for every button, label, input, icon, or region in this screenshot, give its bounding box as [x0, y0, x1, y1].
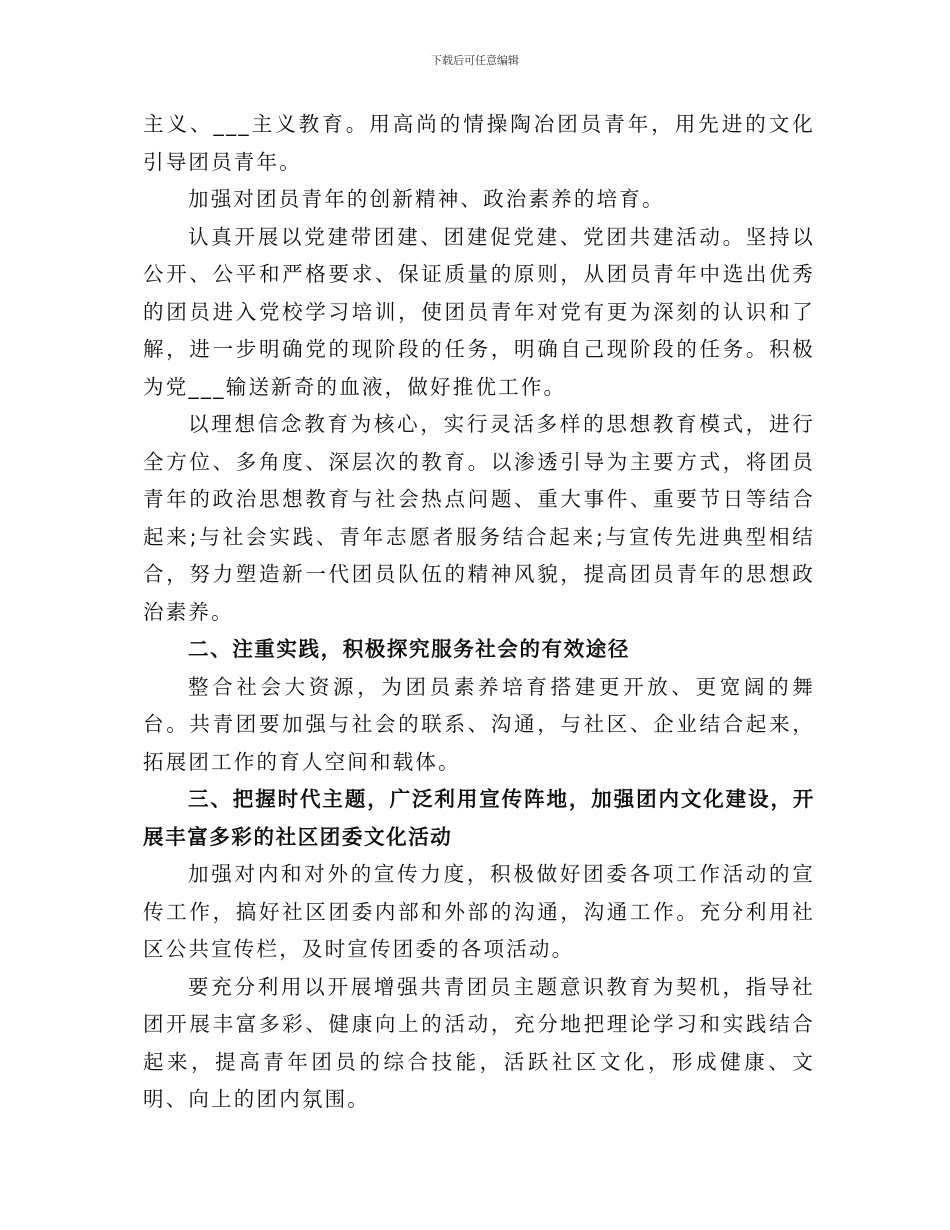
section-heading-2: 二、注重实践，积极探究服务社会的有效途径 — [188, 637, 630, 661]
page-header: 下载后可任意编辑 — [431, 54, 519, 67]
paragraph-2: 加强对团员青年的创新精神、政治素养的培育。 — [188, 187, 665, 211]
paragraph-7: 要充分利用以开展增强共青团员主题意识教育为契机，指导社团开展丰富多彩、健康向上的活动，充分地把理论学习和实践结合起来，提高青年团员的综合技能，活跃社区文化，形成健康、文明、向上的团内氛围。 — [143, 974, 815, 1111]
document-body — [143, 106, 815, 1119]
paragraph-6: 加强对内和对外的宣传力度，积极做好团委各项工作活动的宣传工作，搞好社区团委内部和外部的沟通，沟通工作。充分利用社区公共宣传栏，及时宣传团委的各项活动。 — [143, 862, 815, 961]
paragraph-4: 以理想信念教育为核心，实行灵活多样的思想教育模式，进行全方位、多角度、深层次的教育。以渗透引导为主要方式，将团员青年的政治思想教育与社会热点问题、重大事件、重要节日等结合起来;与社会实践、青年志愿者服务结合起来;与宣传先进典型相结合，努力塑造新一代团员队伍的精神风貌，提高团员青年的思想政治素养。 — [143, 412, 815, 624]
section-heading-3: 三、把握时代主题，广泛利用宣传阵地，加强团内文化建设，开展丰富多彩的社区团委文化活动 — [143, 787, 815, 849]
paragraph-5: 整合社会大资源，为团员素养培育搭建更开放、更宽阔的舞台。共青团要加强与社会的联系、沟通，与社区、企业结合起来，拓展团工作的育人空间和载体。 — [143, 674, 815, 774]
paragraph-3: 认真开展以党建带团建、团建促党建、党团共建活动。坚持以公开、公平和严格要求、保证质量的原则，从团员青年中选出优秀的团员进入党校学习培训，使团员青年对党有更为深刻的认识和了解，进一步明确党的现阶段的任务，明确自己现阶段的任务。积极为党___输送新奇的血液，做好推优工作。 — [143, 224, 815, 399]
paragraph-1: 主义、___主义教育。用高尚的情操陶冶团员青年，用先进的文化引导团员青年。 — [143, 112, 815, 174]
